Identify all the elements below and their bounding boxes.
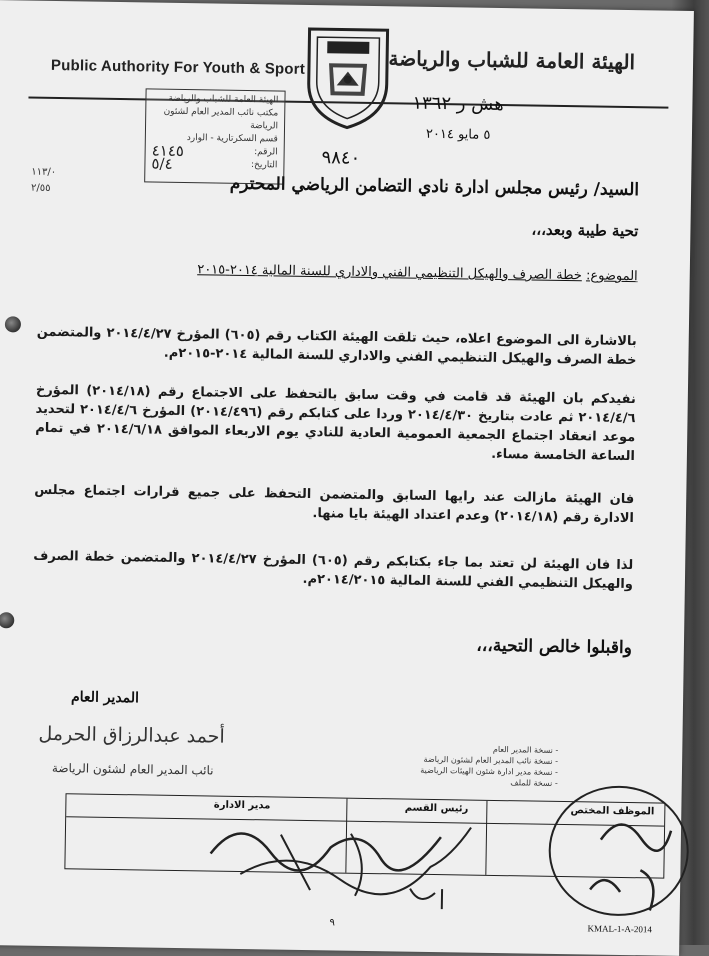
letter-date: ٥ مايو ٢٠١٤	[425, 126, 491, 143]
stamp-date-row	[151, 154, 278, 173]
stamp-line: مكتب نائب المدير العام لشئون الرياضة	[163, 106, 279, 132]
handwritten-mark	[580, 799, 682, 921]
body-paragraph: نفيدكم بان الهيئة قد قامت في وقت سابق بالتحفظ على الاجتماع رقم (٢٠١٤/١٨) المؤرخ ٢٠١٤/٤/٦ ثم عادت بتاريخ ٢٠١٤/٤/٣٠ وردا على كتابكم رقم (٢٠١٤/٤٩٦) المؤرخ ٢٠١٤/٤/٦ لتحديد موعد انعقاد اجتماع الجمعية العمومية العادية للنادي يوم الاربعاء الموافق ٢٠١٤/٦/١٨ في تمام الساعة الخامسة مساء.	[35, 382, 636, 465]
stamp-line: الهيئة العامة للشباب والرياضة	[168, 93, 279, 106]
cc-list	[378, 742, 559, 789]
signatory-title: المدير العام	[70, 689, 140, 707]
signatory-name: أحمد عبدالرزاق الحرمل	[38, 722, 225, 748]
stamp-date-value: ٥/٤	[151, 154, 173, 173]
subject-text: خطة الصرف والهيكل التنظيمي الفني والاداري للسنة المالية ٢٠١٤-٢٠١٥	[197, 262, 583, 284]
cc-item: - نسخة المدير العام	[492, 744, 559, 755]
addressee: السيد/ رئيس مجلس ادارة نادي التضامن الرياضي المحترم	[229, 173, 640, 201]
incoming-number: ٩٨٤٠	[321, 147, 361, 169]
signatory-role: نائب المدير العام لشئون الرياضة	[51, 761, 214, 778]
body-paragraph: فان الهيئة مازالت عند رايها السابق والمتضمن التحفظ على جميع قرارات اجتماع مجلس الادارة رقم (٢٠١٤/١٨) وعدم اعتداد الهيئة بايا منها.	[34, 482, 635, 527]
cc-item: - نسخة نائب المدير العام لشئون الرياضة	[423, 754, 559, 766]
page-number: ٩	[329, 917, 336, 929]
greeting: تحية طيبة وبعد،،،	[531, 220, 639, 241]
stamp-number-value: ٤١٤٥	[151, 141, 185, 161]
stamp-line: قسم السكرتارية - الوارد	[186, 133, 278, 145]
form-code: KMAL-1-A-2014	[587, 923, 653, 935]
routing-col-section-head: رئيس القسم	[404, 802, 469, 815]
kuwait-emblem-logo	[298, 23, 398, 133]
subject-line	[168, 261, 638, 286]
margin-note-line: ١١٣/٠	[31, 166, 57, 178]
punch-hole	[5, 316, 21, 332]
subject-label: الموضوع:	[585, 268, 638, 285]
closing-line: واقبلوا خالص التحية،،،	[476, 635, 633, 659]
cc-item: - نسخة للملف	[510, 778, 558, 788]
handwritten-signature	[180, 793, 502, 918]
stamp-number-label: الرقم:	[254, 147, 278, 158]
routing-col-employee: الموظف المختص	[570, 805, 655, 818]
stamp-date-label: التاريخ:	[250, 160, 278, 171]
org-name-arabic: الهيئة العامة للشباب والرياضة	[388, 46, 636, 75]
body-paragraph: بالاشارة الى الموضوع اعلاه، حيث تلقت الهيئة الكتاب رقم (٦٠٥) المؤرخ ٢٠١٤/٤/٢٧ والمتضمن خطة الصرف والهيكل التنظيمي الفني والاداري للسنة المالية ٢٠١٤-٢٠١٥م.	[36, 324, 637, 369]
org-name-english: Public Authority For Youth & Sport	[50, 56, 306, 78]
punch-hole	[0, 612, 14, 628]
routing-col-director: مدير الادارة	[213, 799, 271, 812]
cc-item: - نسخة مدير ادارة شئون الهيئات الرياضية	[420, 765, 559, 777]
incoming-stamp	[144, 88, 285, 184]
margin-note	[31, 165, 56, 197]
body-paragraph: لذا فان الهيئة لن تعتد بما جاء بكتابكم رقم (٦٠٥) المؤرخ ٢٠١٤/٤/٢٧ والمتضمن خطة الصرف والهيكل التنظيمي الفني للسنة المالية ٢٠١٤/٢٠١٥م.	[33, 548, 634, 593]
margin-note-line: ٢/٥٥	[30, 182, 51, 194]
reference-number: هش ر ١٣٦٢	[412, 92, 504, 116]
